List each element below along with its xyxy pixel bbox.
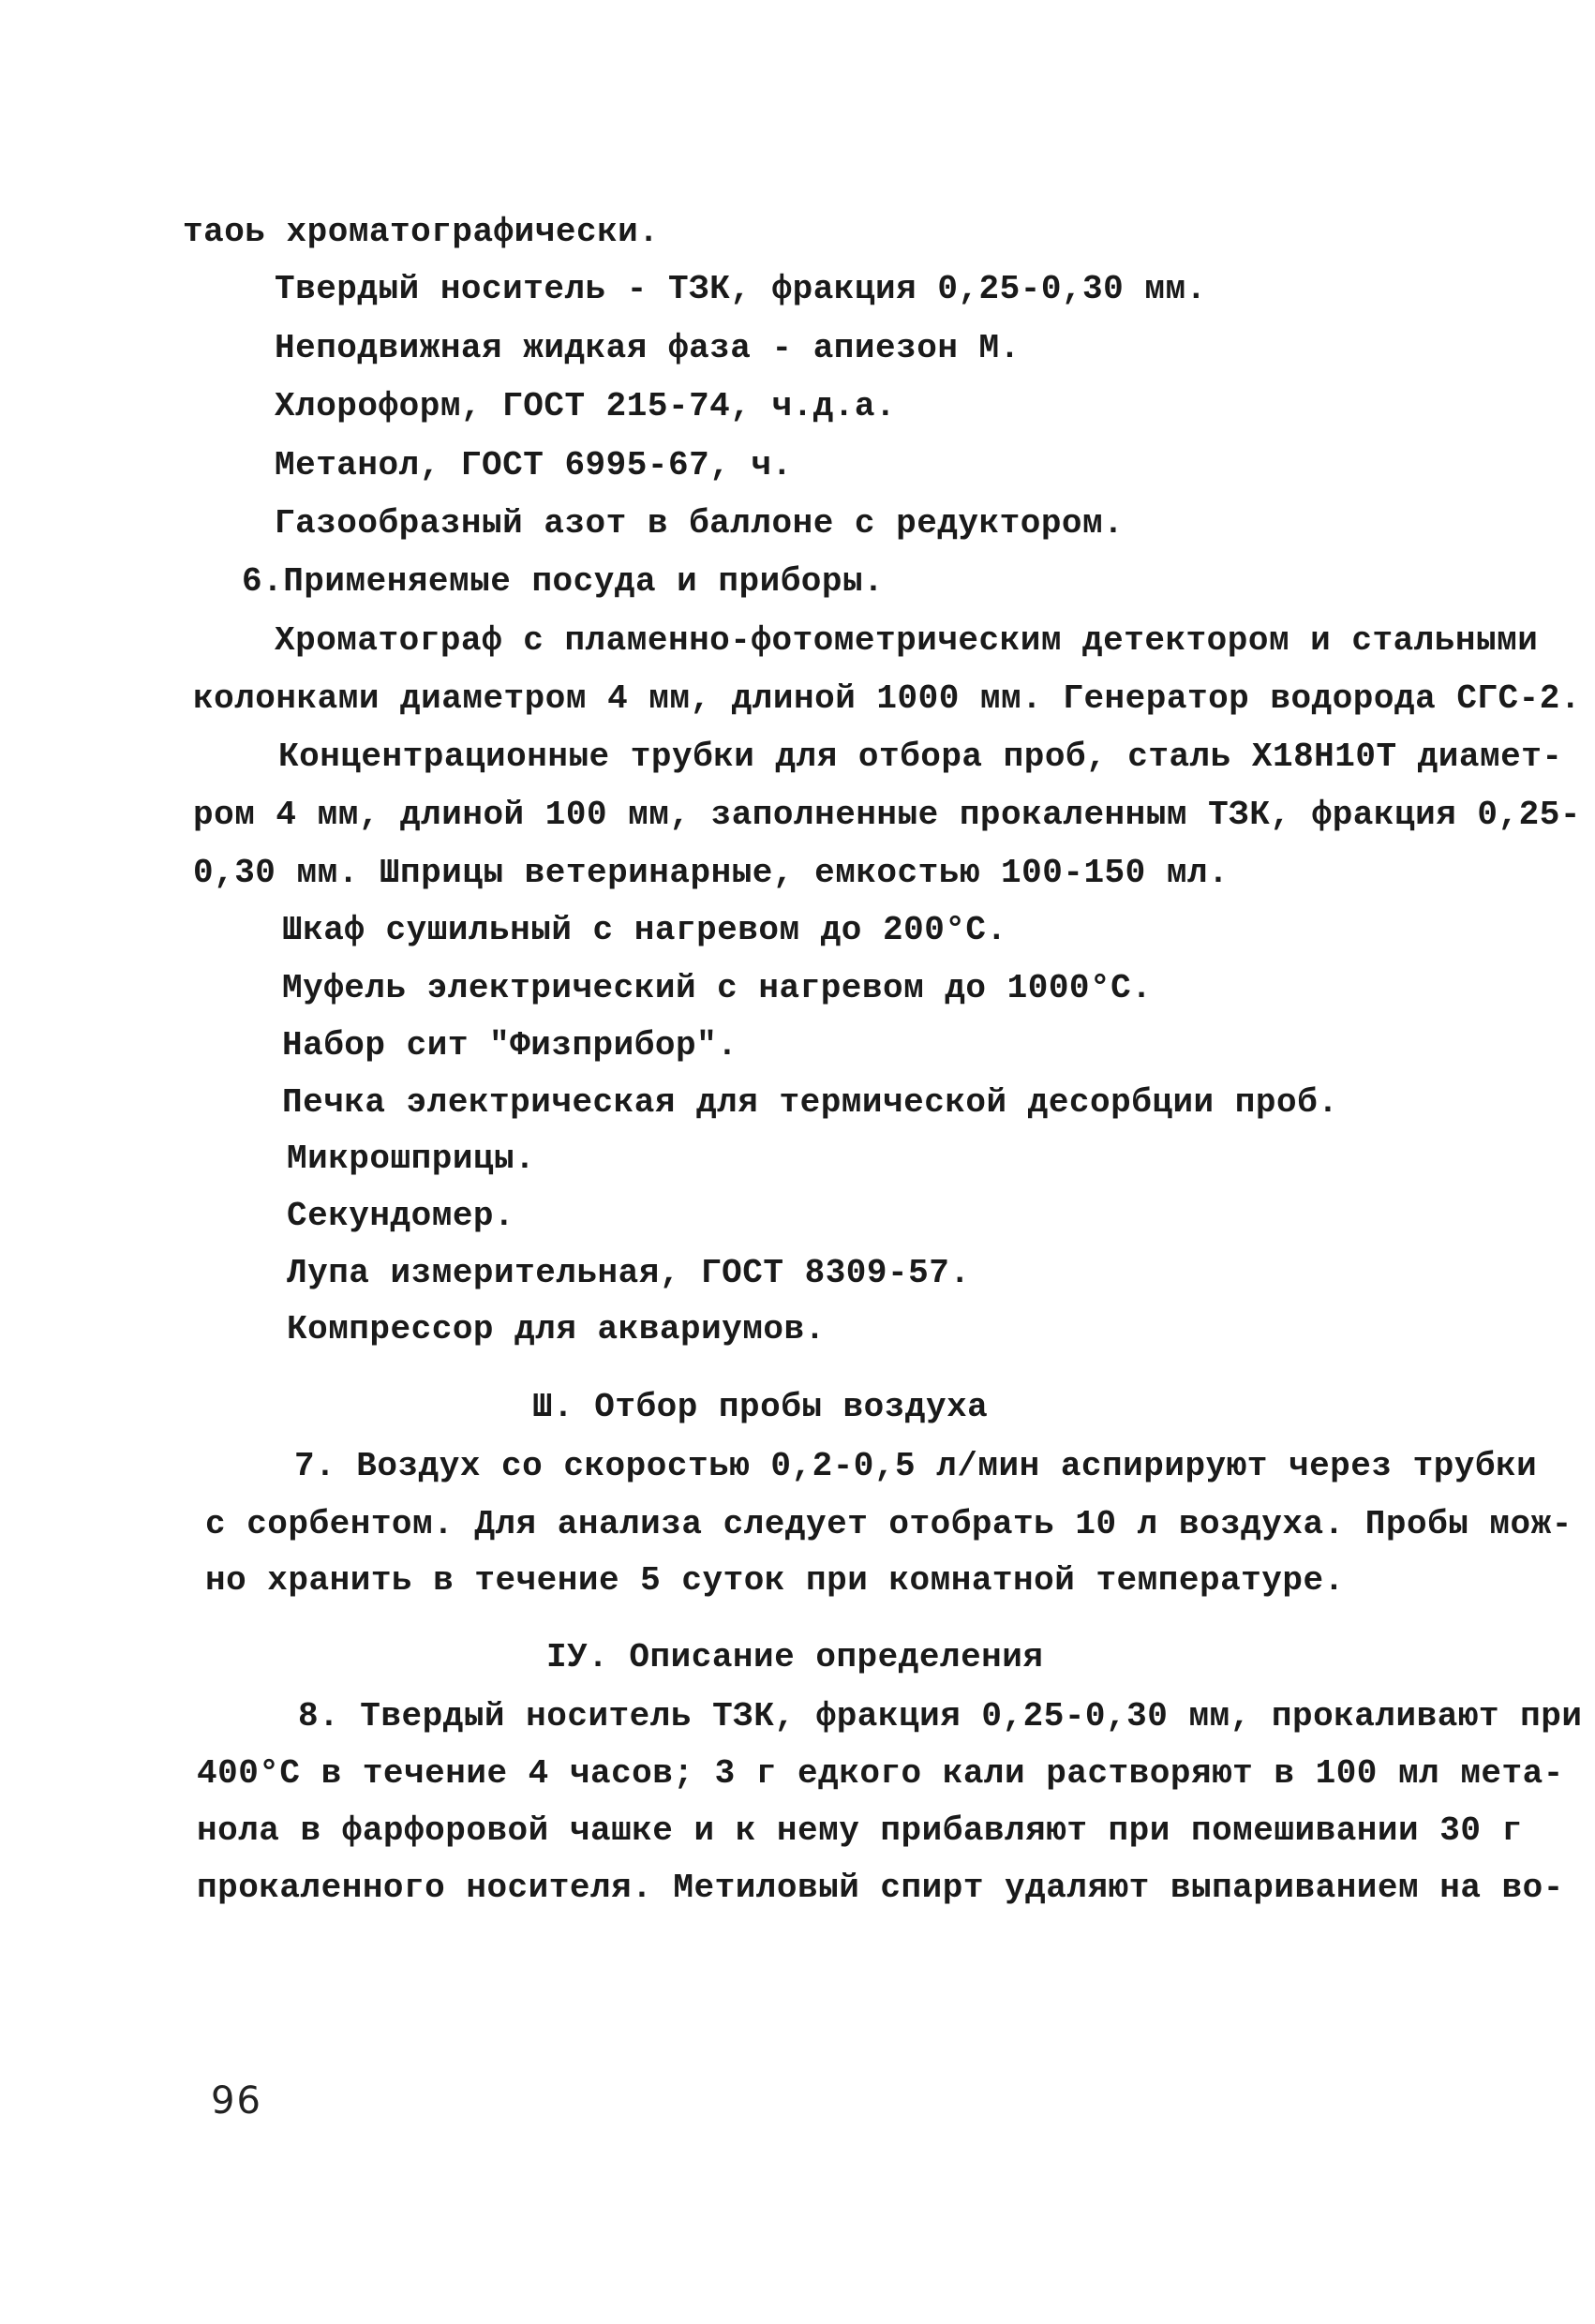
section-heading: IУ. Описание определения (546, 1638, 1044, 1676)
text-line: нола в фарфоровой чашке и к нему прибавляют при помешивании 30 г (197, 1811, 1523, 1850)
text-line: 7. Воздух со скоростью 0,2-0,5 л/мин аспирируют через трубки (294, 1447, 1538, 1485)
text-line: 400°С в течение 4 часов; 3 г едкого кали растворяют в 100 мл мета- (197, 1754, 1564, 1793)
text-line: прокаленного носителя. Метиловый спирт удаляют выпариванием на во- (197, 1869, 1564, 1907)
text-line: 0,30 мм. Шприцы ветеринарные, емкостью 100-150 мл. (193, 854, 1230, 892)
text-line: Метанол, ГОСТ 6995-67, ч. (275, 446, 793, 484)
text-line: Шкаф сушильный с нагревом до 200°С. (282, 911, 1007, 949)
text-line: Газообразный азот в баллоне с редуктором. (275, 504, 1125, 543)
text-line: Хлороформ, ГОСТ 215-74, ч.д.а. (275, 387, 897, 425)
text-line: Хроматограф с пламенно-фотометрическим детектором и стальными (275, 621, 1539, 660)
text-line: Микрошприцы. (287, 1140, 536, 1178)
section-heading: Ш. Отбор пробы воздуха (532, 1388, 989, 1426)
text-line: Концентрационные трубки для отбора проб, сталь Х18Н10Т диамет- (278, 737, 1563, 776)
text-line: колонками диаметром 4 мм, длиной 1000 мм. Генератор водорода СГС-2. (193, 679, 1581, 718)
text-line: Компрессор для аквариумов. (287, 1310, 826, 1348)
text-line: Секундомер. (287, 1197, 515, 1235)
page-number: 96 (211, 2079, 262, 2123)
text-line: Твердый носитель - ТЗК, фракция 0,25-0,30 мм. (275, 270, 1207, 308)
text-line: Муфель электрический с нагревом до 1000°С. (282, 969, 1153, 1007)
text-line: но хранить в течение 5 суток при комнатной температуре. (205, 1561, 1345, 1600)
section-heading: 6.Применяемые посуда и приборы. (242, 562, 885, 601)
text-line: Неподвижная жидкая фаза - апиезон М. (275, 329, 1021, 367)
text-line: ром 4 мм, длиной 100 мм, заполненные прокаленным ТЗК, фракция 0,25- (193, 796, 1581, 834)
text-line: Набор сит "Физприбор". (282, 1026, 738, 1065)
text-line: тaoь хроматографически. (183, 213, 660, 251)
text-line: 8. Твердый носитель ТЗК, фракция 0,25-0,30 мм, прокаливают при (298, 1697, 1583, 1736)
text-line: Печка электрическая для термической десорбции проб. (282, 1083, 1339, 1122)
text-line: с сорбентом. Для анализа следует отобрать 10 л воздуха. Пробы мож- (205, 1505, 1573, 1543)
text-line: Лупа измерительная, ГОСТ 8309-57. (287, 1254, 971, 1292)
